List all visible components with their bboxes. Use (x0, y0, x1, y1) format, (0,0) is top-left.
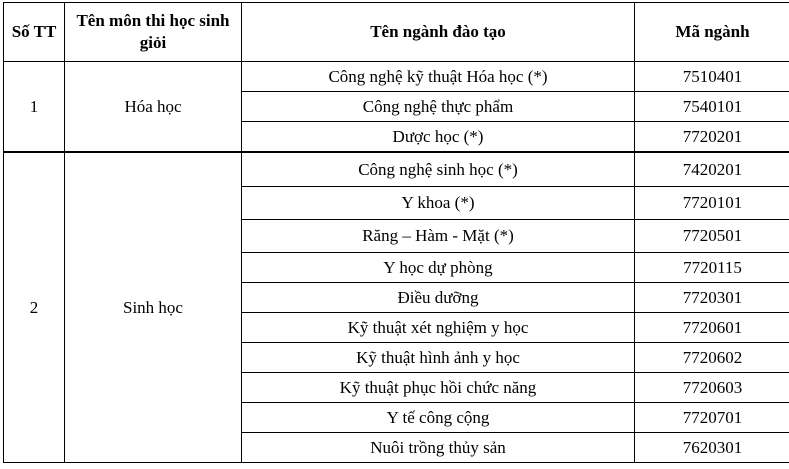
major-code: 7720115 (635, 253, 789, 283)
header-code: Mã ngành (635, 3, 789, 62)
major-code: 7420201 (635, 152, 789, 187)
group-subject: Hóa học (65, 62, 242, 153)
header-no: Số TT (4, 3, 65, 62)
major-code: 7540101 (635, 92, 789, 122)
major-name: Răng – Hàm - Mặt (*) (242, 220, 635, 253)
major-code: 7720602 (635, 343, 789, 373)
header-subject: Tên môn thi học sinh giỏi (65, 3, 242, 62)
major-name: Kỹ thuật hình ảnh y học (242, 343, 635, 373)
major-code: 7720603 (635, 373, 789, 403)
major-name: Công nghệ kỹ thuật Hóa học (*) (242, 62, 635, 92)
major-name: Công nghệ sinh học (*) (242, 152, 635, 187)
major-name: Y khoa (*) (242, 187, 635, 220)
group-number: 1 (4, 62, 65, 153)
major-code: 7620301 (635, 433, 789, 463)
major-name: Công nghệ thực phẩm (242, 92, 635, 122)
table-row (4, 62, 789, 92)
major-name: Kỹ thuật phục hồi chức năng (242, 373, 635, 403)
major-code: 7720201 (635, 122, 789, 153)
header-major: Tên ngành đào tạo (242, 3, 635, 62)
header-row (4, 3, 789, 62)
majors-table (3, 2, 789, 463)
major-name: Kỹ thuật xét nghiệm y học (242, 313, 635, 343)
major-name: Y học dự phòng (242, 253, 635, 283)
major-code: 7720301 (635, 283, 789, 313)
major-name: Điều dưỡng (242, 283, 635, 313)
group-number: 2 (4, 152, 65, 463)
table-row (4, 152, 789, 187)
major-code: 7720601 (635, 313, 789, 343)
major-code: 7720501 (635, 220, 789, 253)
major-name: Dược học (*) (242, 122, 635, 153)
group-subject: Sinh học (65, 152, 242, 463)
major-name: Y tế công cộng (242, 403, 635, 433)
major-code: 7720101 (635, 187, 789, 220)
major-code: 7720701 (635, 403, 789, 433)
major-code: 7510401 (635, 62, 789, 92)
major-name: Nuôi trồng thủy sản (242, 433, 635, 463)
